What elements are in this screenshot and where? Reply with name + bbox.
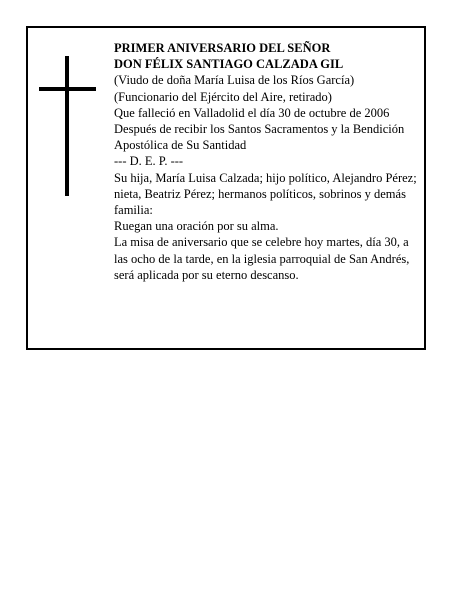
sacraments-text: Después de recibir los Santos Sacramentos y la Bendición Apostólica de Su Santidad xyxy=(114,122,405,153)
widower-of-text: (Viudo de doña María Luisa de los Ríos García) xyxy=(114,73,355,88)
obituary-notice xyxy=(26,26,426,350)
death-info-text: Que falleció en Valladolid el día 30 de octubre de 2006 xyxy=(114,105,390,120)
rip-text: --- D. E. P. --- xyxy=(114,154,184,169)
prayer-request-text: Ruegan una oración por su alma. xyxy=(114,219,279,234)
cross-horizontal-bar xyxy=(39,87,96,91)
cross-vertical-bar xyxy=(65,56,69,196)
occupation-text: (Funcionario del Ejército del Aire, retirado) xyxy=(114,89,332,104)
notice-heading-line-1: PRIMER ANIVERSARIO DEL SEÑOR xyxy=(114,41,331,55)
notice-body xyxy=(114,40,424,283)
mass-details-text: La misa de aniversario que se celebre hoy martes, día 30, a las ocho de la tarde, en la iglesia parroquial de San Andrés, será aplicada por su eterno descanso. xyxy=(114,235,410,282)
notice-heading-line-2: DON FÉLIX SANTIAGO CALZADA GIL xyxy=(114,57,344,72)
family-text: Su hija, María Luisa Calzada; hijo político, Alejandro Pérez; nieta, Beatriz Pérez; hermanos políticos, sobrinos y demás familia: xyxy=(114,170,417,218)
